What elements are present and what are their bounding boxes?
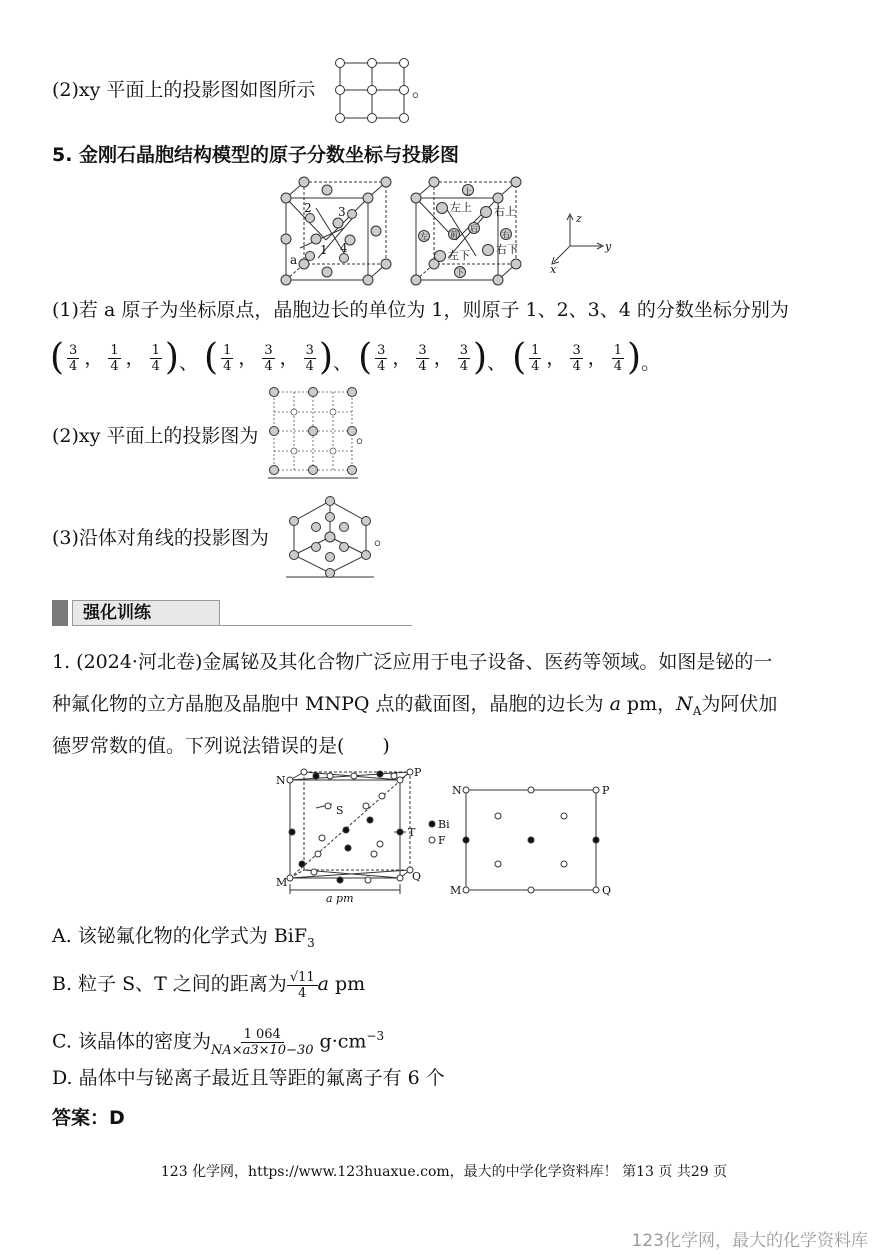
bif-unit-cell-figure (270, 768, 460, 906)
coords-line: ( $\frac{3}{4}$ ， $\frac{1}{4}$ ， $\frac{1}{4}$ ) 、 ( $\frac{1}{4}$ ， $\frac{3}{4}$ ， $\frac{3}{4}$ ) 、 ( $\frac{3}{4}$ ， $\frac{3}{4}$ ， $\frac{3}{4}$ ) 、 ( $\frac{1}{4}$ ， $\frac{3}{4}$ ， $\frac{1}{4}$ ) 。 (50, 337, 661, 378)
diamond-cell-figure (280, 178, 395, 284)
option-c: C. 该晶体的密度为 $\frac{1 064}{NA\times a3\times 10-30}$ $g\cdot cm^{-3}$ (52, 1026, 385, 1058)
pos-upper-left: 左上 (450, 201, 472, 214)
sec-label-M: M (450, 884, 462, 897)
question-line-3: 德罗常数的值。下列说法错误的是( ) (52, 735, 390, 757)
diamond-heading: 5. 金刚石晶胞结构模型的原子分数坐标与投影图 (52, 144, 460, 166)
sc-projection-figure (334, 58, 410, 124)
pos-lower-left: 左下 (448, 249, 470, 262)
option-d: D. 晶体中与铋离子最近且等距的氟离子有 6 个 (52, 1067, 445, 1089)
section-title: 强化训练 (72, 600, 220, 626)
sc-xy-text: (2)xy 平面上的投影图如图所示 (52, 79, 316, 101)
diamond-q2-end: 。 (356, 425, 376, 447)
coord-tuple-4: ( $\frac{1}{4}$ ， $\frac{3}{4}$ ， $\frac{1}{4}$ ) (512, 337, 642, 378)
axis-z: z (576, 212, 582, 225)
sec-label-Q: Q (602, 884, 612, 897)
diamond-diagonal-projection (286, 497, 374, 579)
coord-tuple-2: ( $\frac{1}{4}$ ， $\frac{3}{4}$ ， $\frac{3}{4}$ ) (204, 337, 333, 378)
diamond-q2: (2)xy 平面上的投影图为 (52, 425, 259, 447)
option-b: B. 粒子 S、T 之间的距离为 $\frac{√11}{4}$ a pm (52, 969, 366, 1001)
fig-label-P: P (414, 766, 422, 779)
page-footer: 123 化学网，https://www.123huaxue.com，最大的中学化学资料库！ 第13 页 共29 页 (160, 1164, 728, 1180)
pos-lower-right: 右下 (496, 243, 518, 256)
diamond-xy-projection (268, 386, 358, 481)
watermark: 123化学网，最大的化学资料库 (631, 1231, 868, 1251)
fig-edge-label: a pm (326, 892, 354, 905)
coord-tuple-1: ( $\frac{3}{4}$ ， $\frac{1}{4}$ ， $\frac{1}{4}$ ) (50, 337, 179, 378)
fig-label-M: M (276, 876, 288, 889)
answer: 答案：D (52, 1107, 125, 1129)
option-a: A. 该铋氟化物的化学式为 BiF$_3$ (52, 925, 315, 950)
pos-upper-right: 右上 (494, 205, 516, 218)
pos-bottom: 下 (456, 268, 464, 277)
diamond-q1: (1)若 a 原子为坐标原点，晶胞边长的单位为 1，则原子 1、2、3、4 的分数坐标分别为 (52, 299, 789, 321)
pos-back: 后 (470, 224, 478, 233)
legend-Bi: Bi (438, 818, 450, 831)
label-1: 1 (320, 243, 328, 257)
pos-front: 前 (450, 230, 458, 239)
label-4: 4 (340, 241, 348, 255)
diamond-q3: (3)沿体对角线的投影图为 (52, 527, 269, 549)
pos-top: 上 (464, 187, 472, 196)
axes-figure (545, 210, 615, 275)
fig-label-S: S (336, 804, 344, 817)
diamond-position-figure (410, 178, 525, 284)
axis-y: y (605, 240, 612, 253)
label-a: a (290, 253, 298, 267)
pos-left: 左 (420, 232, 428, 241)
sec-label-N: N (452, 784, 462, 797)
fig-label-Q: Q (412, 870, 422, 883)
section-header (52, 600, 412, 626)
fig-label-T: T (408, 826, 416, 839)
question-line-2: 种氟化物的立方晶胞及晶胞中 MNPQ 点的截面图，晶胞的边长为 a pm，$N_A$为阿伏加 (52, 693, 778, 718)
pos-right: 右 (502, 230, 510, 239)
legend-F: F (438, 834, 446, 847)
axis-x: x (550, 263, 557, 276)
coord-tuple-3: ( $\frac{3}{4}$ ， $\frac{3}{4}$ ， $\frac{3}{4}$ ) (358, 337, 488, 378)
label-2: 2 (304, 201, 312, 215)
mnpq-section-figure (448, 782, 618, 898)
sc-end: 。 (412, 79, 432, 101)
question-line-1: 1. (2024·河北卷)金属铋及其化合物广泛应用于电子设备、医药等领域。如图是铋的一 (52, 651, 773, 673)
label-3: 3 (338, 205, 346, 219)
fig-label-N: N (276, 774, 286, 787)
sec-label-P: P (602, 784, 610, 797)
diamond-q3-end: 。 (374, 527, 394, 549)
